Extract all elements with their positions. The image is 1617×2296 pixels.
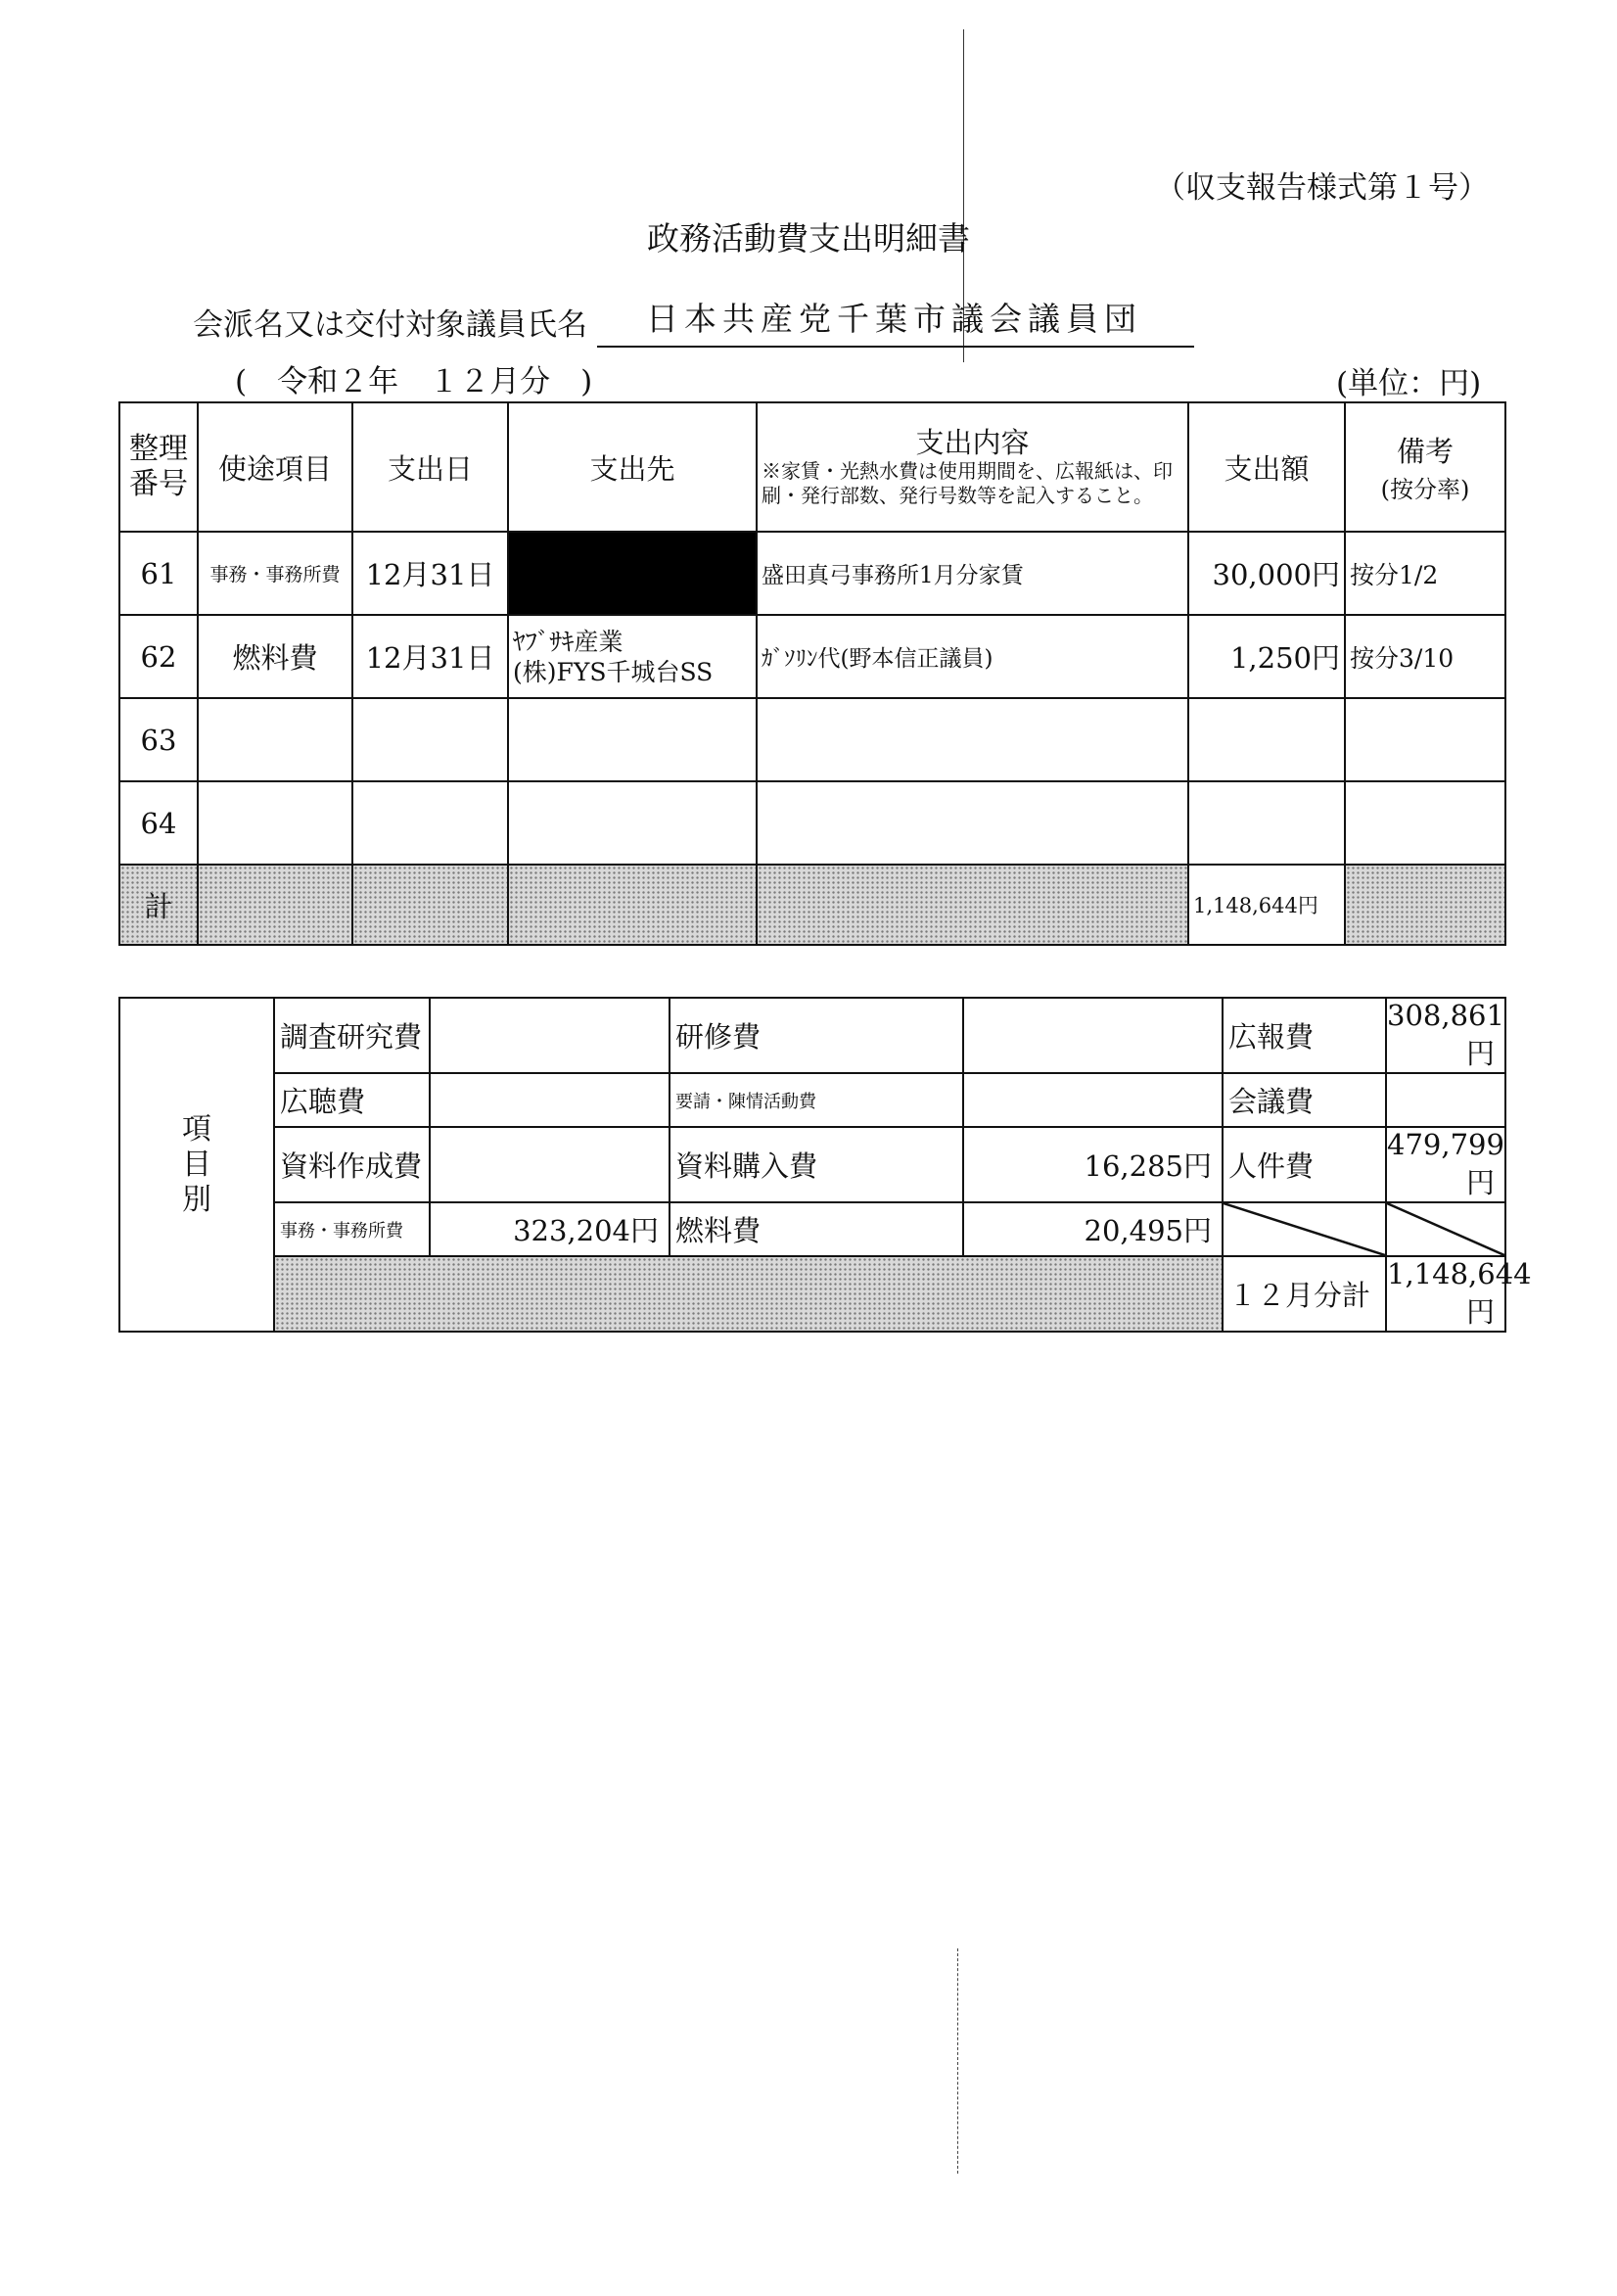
row-item bbox=[198, 698, 352, 781]
redacted-payee bbox=[508, 532, 757, 615]
category-value: 323,204円 bbox=[430, 1202, 670, 1256]
period: ( 令和２年 １２月分 ) bbox=[235, 364, 593, 399]
month-total-label: １２月分計 bbox=[1223, 1256, 1386, 1332]
row-date: 12月31日 bbox=[352, 532, 508, 615]
category-label: 広聴費 bbox=[274, 1073, 430, 1127]
category-label: 事務・事務所費 bbox=[274, 1202, 430, 1256]
category-label: 燃料費 bbox=[670, 1202, 963, 1256]
category-value: 308,861円 bbox=[1386, 998, 1505, 1073]
row-amount bbox=[1188, 698, 1345, 781]
category-label: 資料作成費 bbox=[274, 1127, 430, 1202]
category-value: 20,495円 bbox=[963, 1202, 1223, 1256]
category-label: 要請・陳情活動費 bbox=[670, 1073, 963, 1127]
category-label: 広報費 bbox=[1223, 998, 1386, 1073]
struck-cell bbox=[1223, 1202, 1386, 1256]
struck-cell bbox=[1386, 1202, 1505, 1256]
shaded-cell bbox=[757, 865, 1188, 945]
total-row bbox=[119, 865, 1505, 945]
row-no: 63 bbox=[119, 698, 198, 781]
row-date bbox=[352, 781, 508, 865]
unit-label: (単位：円) bbox=[1336, 366, 1482, 401]
category-label: 人件費 bbox=[1223, 1127, 1386, 1202]
remarks-subtitle: (按分率) bbox=[1380, 476, 1470, 503]
month-total-value: 1,148,644円 bbox=[1386, 1256, 1505, 1332]
row-remarks bbox=[1345, 781, 1505, 865]
row-content: ｶﾞｿﾘﾝ代(野本信正議員) bbox=[757, 615, 1188, 698]
category-label: 調査研究費 bbox=[274, 998, 430, 1073]
shaded-cell bbox=[274, 1256, 1223, 1332]
row-no: 62 bbox=[119, 615, 198, 698]
category-value bbox=[430, 1127, 670, 1202]
category-value bbox=[430, 998, 670, 1073]
row-content bbox=[757, 698, 1188, 781]
content-title: 支出内容 bbox=[915, 426, 1030, 459]
col-amount-header: 支出額 bbox=[1188, 402, 1345, 532]
category-label: 研修費 bbox=[670, 998, 963, 1073]
fold-line-bottom bbox=[957, 1948, 958, 2174]
remarks-title: 備考 bbox=[1396, 435, 1454, 468]
category-value: 16,285円 bbox=[963, 1127, 1223, 1202]
shaded-cell bbox=[508, 865, 757, 945]
table-row bbox=[119, 615, 1505, 698]
row-payee: ﾔﾌﾞｻｷ産業 (株)FYS千城台SS bbox=[508, 615, 757, 698]
total-amount: 1,148,644円 bbox=[1188, 865, 1345, 945]
org-label: 会派名又は交付対象議員氏名 bbox=[193, 307, 587, 343]
row-amount bbox=[1188, 781, 1345, 865]
row-remarks bbox=[1345, 698, 1505, 781]
row-content bbox=[757, 781, 1188, 865]
category-summary-table bbox=[118, 997, 1532, 1333]
col-payee-header: 支出先 bbox=[508, 402, 757, 532]
row-date: 12月31日 bbox=[352, 615, 508, 698]
col-item-header: 使途項目 bbox=[198, 402, 352, 532]
row-item: 事務・事務所費 bbox=[198, 532, 352, 615]
col-date-header: 支出日 bbox=[352, 402, 508, 532]
form-number: （収支報告様式第１号） bbox=[1155, 170, 1489, 206]
col-remarks-header bbox=[1345, 402, 1505, 532]
row-payee bbox=[508, 698, 757, 781]
category-value bbox=[963, 998, 1223, 1073]
row-no: 61 bbox=[119, 532, 198, 615]
total-label: 計 bbox=[119, 865, 198, 945]
shaded-cell bbox=[352, 865, 508, 945]
category-label: 会議費 bbox=[1223, 1073, 1386, 1127]
category-value: 479,799円 bbox=[1386, 1127, 1505, 1202]
table-row bbox=[119, 698, 1505, 781]
category-value bbox=[1386, 1073, 1505, 1127]
row-remarks: 按分3/10 bbox=[1345, 615, 1505, 698]
category-value bbox=[430, 1073, 670, 1127]
row-item bbox=[198, 781, 352, 865]
category-value bbox=[963, 1073, 1223, 1127]
row-no: 64 bbox=[119, 781, 198, 865]
table-row bbox=[119, 781, 1505, 865]
row-date bbox=[352, 698, 508, 781]
content-note: ※家賃・光熱水費は使用期間を、広報紙は、印刷・発行部数、発行号数等を記入すること。 bbox=[762, 459, 1173, 507]
category-label: 資料購入費 bbox=[670, 1127, 963, 1202]
expense-table bbox=[118, 401, 1506, 946]
col-content-header bbox=[757, 402, 1188, 532]
col-no-header: 整理番号 bbox=[119, 402, 198, 532]
row-item: 燃料費 bbox=[198, 615, 352, 698]
document-title: 政務活動費支出明細書 bbox=[647, 219, 970, 258]
shaded-cell bbox=[198, 865, 352, 945]
table-row bbox=[119, 532, 1505, 615]
table-header bbox=[119, 402, 1505, 532]
row-payee bbox=[508, 781, 757, 865]
row-amount: 1,250円 bbox=[1188, 615, 1345, 698]
org-name: 日本共産党千葉市議会議員団 bbox=[597, 294, 1194, 348]
shaded-cell bbox=[1345, 865, 1505, 945]
row-content: 盛田真弓事務所1月分家賃 bbox=[757, 532, 1188, 615]
row-amount: 30,000円 bbox=[1188, 532, 1345, 615]
row-remarks: 按分1/2 bbox=[1345, 532, 1505, 615]
category-side-label: 項 目 別 bbox=[119, 998, 274, 1332]
